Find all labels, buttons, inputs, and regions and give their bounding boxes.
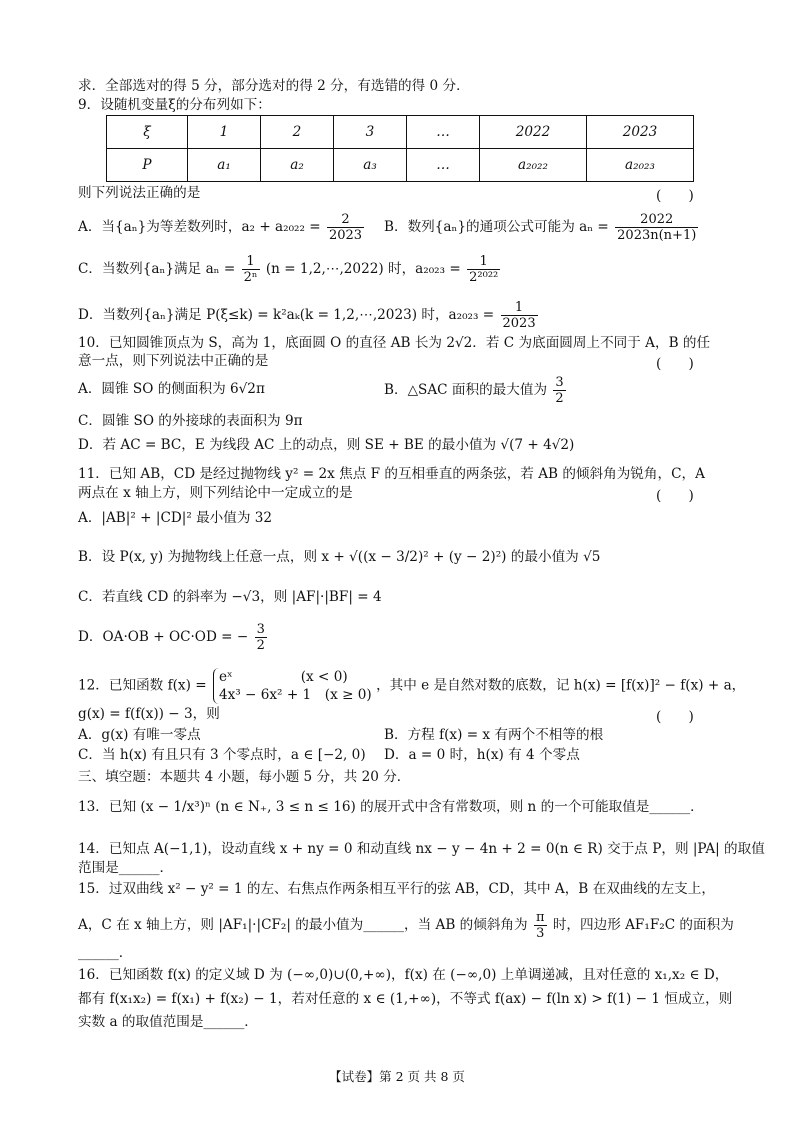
q16-line-2: 都有 f(x₁x₂) = f(x₁) + f(x₂) − 1，若对任意的 x ∈ (1,+∞)，不等式 f(ax) − f(ln x) > f(1) − 1 恒成立，则 (78, 991, 733, 1007)
q10-stem-2: 意一点，则下列说法中正确的是 (78, 353, 269, 369)
q10-option-a: A．圆锥 SO 的侧面积为 6√2π (78, 381, 265, 397)
q15-line-3: ______． (78, 945, 133, 961)
answer-paren: ( ) (656, 188, 694, 204)
table-cell: 2023 (587, 116, 694, 149)
q9-ask: 则下列说法正确的是 (78, 185, 201, 201)
q11-option-c: C．若直线 CD 的斜率为 −√3，则 |AF|·|BF| = 4 (78, 589, 382, 605)
q10-stem-1: 10．已知圆锥顶点为 S，高为 1，底面圆 O 的直径 AB 长为 2√2．若 C 为底面圆周上不同于 A，B 的任 (78, 335, 711, 351)
instruction-line: 求．全部选对的得 5 分，部分选对的得 2 分，有选错的得 0 分． (78, 78, 470, 94)
q11-option-a: A．|AB|² + |CD|² 最小值为 32 (78, 510, 273, 526)
table-row (107, 116, 694, 149)
q9-option-d: D．当数列{aₙ}满足 P(ξ≤k) = k²aₖ(k = 1,2,⋯,2023) 时，a₂₀₂₃ = $\frac{1}{2023}$ (78, 300, 536, 331)
q9-option-c: C．当数列{aₙ}满足 aₙ = $\frac{1}{\text{2ⁿ}}$ (n = 1,2,⋯,2022) 时，a₂₀₂₃ = $\frac{1}{\text{2²⁰²²}}$ (78, 254, 499, 285)
table-cell: a₂ (261, 149, 334, 182)
q9-stem: 9．设随机变量ξ的分布列如下： (78, 97, 271, 113)
table-cell: 2 (261, 116, 334, 149)
table-cell: 1 (188, 116, 261, 149)
answer-paren: ( ) (656, 709, 694, 725)
q11-stem-1: 11．已知 AB，CD 是经过抛物线 y² = 2x 焦点 F 的互相垂直的两条弦，若 AB 的倾斜角为锐角，C，A (78, 466, 705, 482)
table-cell: a₃ (334, 149, 407, 182)
section-heading: 三、填空题：本题共 4 小题，每小题 5 分，共 20 分． (78, 769, 411, 785)
table-cell: a₂₀₂₂ (480, 149, 587, 182)
table-cell: … (407, 149, 480, 182)
table-cell: P (107, 149, 188, 182)
q12-option-a: A．g(x) 有唯一零点 (78, 727, 201, 743)
table-cell: a₂₀₂₃ (587, 149, 694, 182)
q16-line-3: 实数 a 的取值范围是______． (78, 1014, 258, 1030)
q11-option-b: B．设 P(x, y) 为抛物线上任意一点，则 x + √((x − 3/2)² + (y − 2)²) 的最小值为 √5 (78, 549, 601, 565)
q10-option-d: D．若 AC = BC，E 为线段 AC 上的动点，则 SE + BE 的最小值为 √(7 + 4√2) (78, 437, 575, 453)
q9-option-a: A．当{aₙ}为等差数列时，a₂ + a₂₀₂₂ = $\frac{2}{2023}$ (78, 212, 363, 243)
answer-paren: ( ) (656, 356, 694, 372)
q14-line-1: 14．已知点 A(−1,1)，设动直线 x + ny = 0 和动直线 nx − y − 4n + 2 = 0(n ∈ R) 交于点 P，则 |PA| 的取值 (78, 841, 765, 857)
q15-line-1: 15．过双曲线 x² − y² = 1 的左、右焦点作两条相互平行的弦 AB，CD，其中 A，B 在双曲线的左支上， (78, 881, 715, 897)
q9-option-b: B．数列{aₙ}的通项公式可能为 aₙ = $\frac{2022}{2023n(n+1)}$ (384, 212, 697, 243)
q15-line-2: A，C 在 x 轴上方，则 |AF₁|·|CF₂| 的最小值为______，当 AB 的倾斜角为 $\frac{\pi}{3}$ 时，四边形 AF₁F₂C 的面积为 (78, 910, 734, 941)
q11-option-d: D．OA·OB + OC·OD = − $\frac{3}{2}$ (78, 622, 265, 653)
q10-option-c: C．圆锥 SO 的外接球的表面积为 9π (78, 413, 303, 429)
q12-option-c: C．当 h(x) 有且只有 3 个零点时，a ∈ [−2, 0) (78, 747, 366, 763)
distribution-table (106, 115, 694, 182)
q11-stem-2: 两点在 x 轴上方，则下列结论中一定成立的是 (78, 485, 353, 501)
q12-piece-1: eˣ (x < 0) (218, 669, 348, 685)
q16-line-1: 16．已知函数 f(x) 的定义域 D 为 (−∞,0)∪(0,+∞)，f(x) 在 (−∞,0) 上单调递减，且对任意的 x₁,x₂ ∈ D， (78, 967, 729, 983)
table-cell: a₁ (188, 149, 261, 182)
q13: 13．已知 (x − 1/x³)ⁿ (n ∈ N₊, 3 ≤ n ≤ 16) 的展开式中含有常数项，则 n 的一个可能取值是______． (78, 799, 704, 815)
q12-option-d: D．a = 0 时，h(x) 有 4 个零点 (384, 747, 580, 763)
table-row (107, 149, 694, 182)
answer-paren: ( ) (656, 488, 694, 504)
q12-piece-2: 4x³ − 6x² + 1 (x ≥ 0) (218, 687, 372, 703)
q12-stem: 12．已知函数 f(x) = eˣ (x < 0) 4x³ − 6x² + 1 (x ≥ 0) ，其中 e 是自然对数的底数，记 h(x) = [f(x)]² − f(x) + a， (78, 669, 746, 703)
q10-option-b: B．△SAC 面积的最大值为 $\frac{3}{2}$ (384, 375, 564, 406)
table-cell: 2022 (480, 116, 587, 149)
table-cell: ξ (107, 116, 188, 149)
q14-line-2: 范围是______． (78, 860, 174, 876)
q12-stem-2: g(x) = f(f(x)) − 3，则 (78, 706, 220, 722)
table-cell: … (407, 116, 480, 149)
page-footer: 【试卷】第 2 页 共 8 页 (329, 1069, 465, 1084)
table-cell: 3 (334, 116, 407, 149)
q12-option-b: B．方程 f(x) = x 有两个不相等的根 (384, 727, 604, 743)
